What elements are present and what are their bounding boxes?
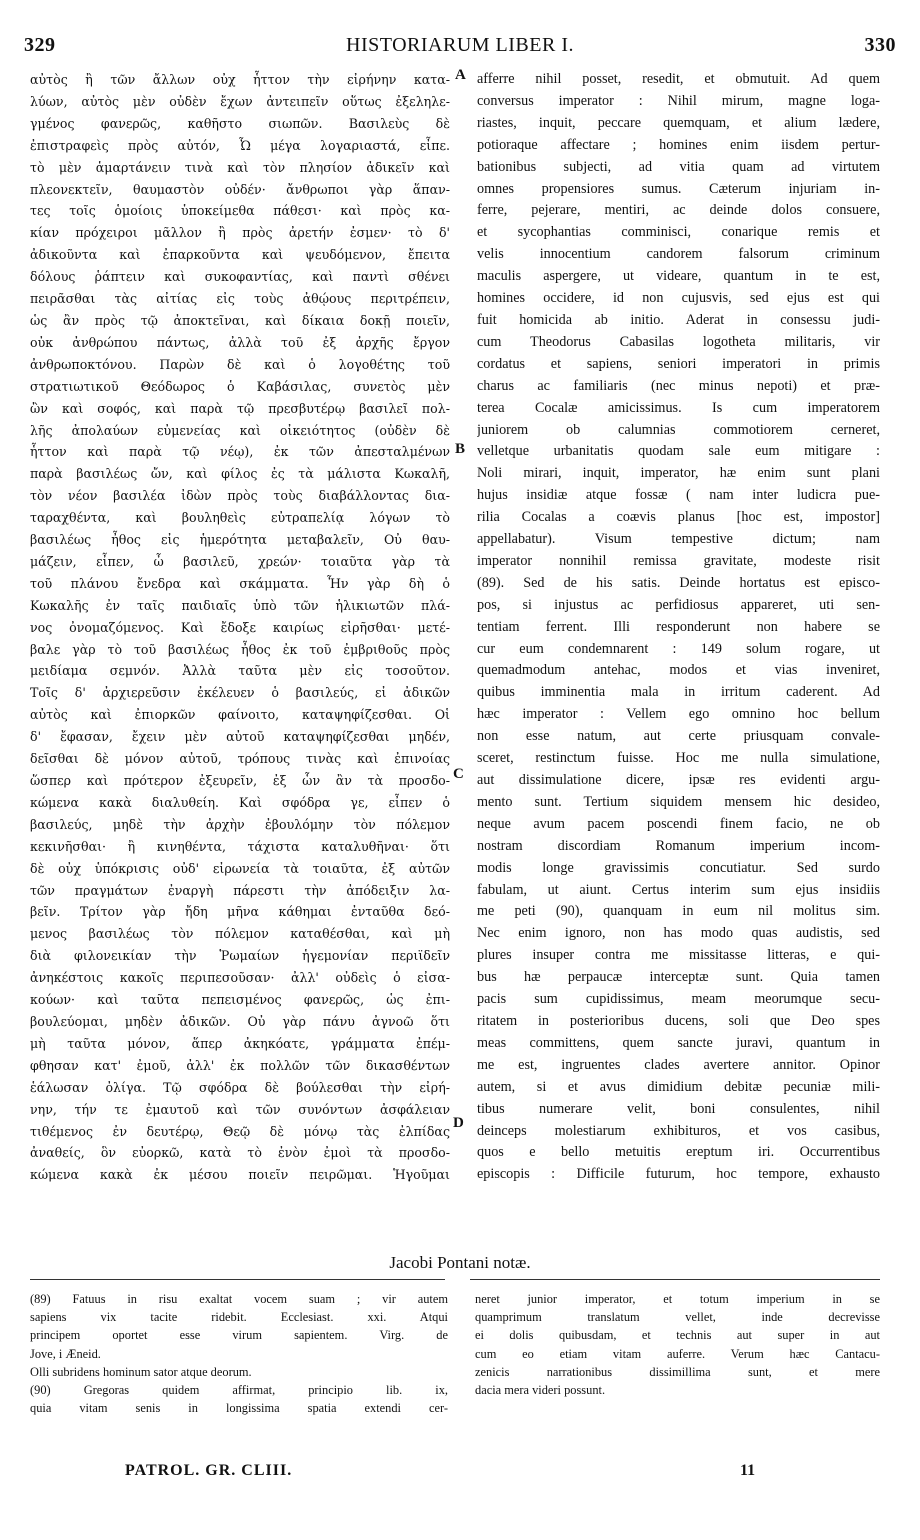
greek-text-line: βασιλέως ἦθος εἰς ἡμερότητα μεταβαλεῖν, Οὐ θαυ-: [30, 532, 450, 548]
greek-text-line: διὰ φιλονεικίαν τὴν Ῥωμαίων ἡγεμονίαν περιϊδεῖν: [30, 948, 450, 964]
latin-text-line: riastes, inquit, peccare quemquam, et alium lædere,: [477, 114, 880, 131]
greek-text-line: βουλεύομαι, μηδὲν ἀδικῶν. Οὐ γὰρ πάνυ ἀγνοῶ ὅτι: [30, 1013, 450, 1029]
latin-text-line: omnes propensiores sumus. Cæterum injuriam in-: [477, 180, 880, 197]
latin-text-line: afferre nihil posset, resedit, et obmutuit. Ad quem: [477, 71, 880, 87]
greek-text-line: νος ὀνομαζόμενος. Καὶ ἔδοξε καιρίως εἰρῆσθαι· μετέ-: [30, 619, 450, 635]
latin-text-line: hujus insidiæ atque fossæ ( nam inter ludicra pue-: [477, 487, 880, 504]
latin-text-line: potioraque affectare ; homines enim iisdem pertur-: [477, 136, 880, 153]
greek-text-line: ταραχθέντα, καὶ βουληθεὶς εὐτραπελίᾳ λόγων τὸ: [30, 510, 450, 526]
note-line: (90) Gregoras quidem affirmat, principio lib. ix,: [30, 1383, 448, 1398]
note-line: dacia mera videri possunt.: [475, 1383, 606, 1398]
latin-text-line: bationibus subjecti, ad vitia quam ad virtutem: [477, 158, 880, 175]
greek-text-line: ὢν καὶ σοφός, καὶ παρὰ τῷ πρεσβυτέρῳ βασιλεῖ πολ-: [30, 400, 450, 416]
latin-text-line: sceret, restinctum fuisse. Hoc me nulla simulatione,: [477, 750, 880, 767]
page-number-left: 329: [24, 34, 56, 56]
greek-column: [30, 69, 450, 1186]
greek-text-line: τὸν νέον βασιλέα ἰδὼν πρὸς τοὺς διαβάλλοντας δια-: [30, 488, 450, 504]
note-line: sapiens vix tacite ridebit. Ecclesiast. xxi. Atqui: [30, 1310, 448, 1325]
running-title: HISTORIARUM LIBER I.: [346, 34, 574, 56]
greek-text-line: ἀνηκέστοις κακοῖς περιπεσοῦσαν· ἀλλ' οὐδεὶς ὁ εἰσα-: [30, 970, 450, 986]
latin-text-line: cordatus et sapiens, seniori imperatori in primis: [477, 355, 880, 372]
greek-text-line: νην, τήν τε ἐμαυτοῦ καὶ τῶν συνόντων ἀσφάλειαν: [30, 1101, 450, 1117]
notes-rule-left: [30, 1279, 445, 1280]
notes-title: Jacobi Pontani notæ.: [389, 1253, 531, 1272]
note-line: zenicis narrationibus dissimillima sunt, et mere: [475, 1364, 880, 1379]
greek-text-line: βαλε γὰρ τὸ τοῦ βασιλέως ἦθος ἐκ τοῦ ἐμβριθοῦς πρὸς: [30, 641, 450, 657]
latin-text-line: velis innocentium candorem falsorum criminum: [477, 246, 880, 263]
greek-text-line: λύων, αὐτὸς μὲν οὐδὲν ἔχων ἀντειπεῖν οὕτως ἐξεληλε-: [30, 93, 450, 109]
note-line: ei dolis quibusdam, et technis aut super in aut: [475, 1328, 880, 1343]
note-line: cum eo etiam vitam auferre. Verum hæc Cantacu-: [475, 1346, 880, 1361]
greek-text-line: κώμενα κακὰ ἐκ μέσου ποιεῖν πειρῶμαι. Ἡγοῦμαι: [30, 1167, 450, 1183]
latin-text-line: plures insuper contra me missitasse litteras, e qui-: [477, 947, 880, 964]
notes-left-column: [30, 1290, 448, 1417]
greek-text-line: βασιλεύς, μηδὲ τὴν ἀρχὴν ἐβουλόμην τὸν πόλεμον: [30, 816, 450, 832]
greek-text-line: Τοῖς δ' ἀρχιερεῦσιν ἐκέλευεν ὁ βασιλεύς, εἰ ἀδικῶν: [30, 685, 450, 701]
latin-text-line: episcopis : Difficile futurum, hoc tempore, exhausto: [477, 1166, 880, 1183]
latin-text-line: (89). Sed de his satis. Deinde hortatus est episco-: [477, 574, 880, 591]
greek-text-line: τοῦ πλάνου ἔνεδρα καὶ σκάμματα. Ἦν γὰρ δὴ ὁ: [30, 575, 450, 591]
greek-text-line: κεκινῆσθαι· ἢ κινηθέντα, τάχιστα καταλυθῆναι· ὅτι: [30, 838, 450, 854]
greek-text-line: λῆς ἀπολαύων εὐμενείας καὶ οἰκειότητος (οὐδὲν δὲ: [30, 422, 450, 438]
latin-text-line: imperator nonnihil remissa gravitate, modeste risit: [477, 552, 880, 569]
note-line: Jove, i Æneid.: [30, 1346, 101, 1361]
margin-letter-a: A: [455, 67, 466, 83]
latin-text-line: Noli mirari, inquit, imperator, hæ enim sunt plani: [477, 465, 880, 482]
footer-sheet-number: 11: [740, 1462, 756, 1479]
latin-text-line: hæc imperator : Vellem ego omnino hoc bellum: [477, 706, 880, 723]
greek-text-line: οὐκ ἀνθρώπου πάντως, ἀλλὰ τοῦ ἐξ ἀρχῆς ἔργον: [30, 334, 450, 350]
notes-right-column: [475, 1290, 880, 1399]
latin-text-line: appellabatur). Visum tempestive dictum; nam: [477, 531, 880, 548]
latin-text-line: pos, si injustus ac perfidiosus appareret, uti sen-: [477, 596, 880, 613]
greek-text-line: ἐπιστραφεὶς πρὸς αὐτόν, Ὦ μέγα λογαριαστά, εἶπε.: [30, 137, 450, 153]
greek-text-line: ἀδικοῦντα καὶ ἐπαρκοῦντα καὶ ψευδόμενον, ἔπειτα: [30, 247, 450, 263]
margin-letter-b: B: [455, 441, 466, 457]
greek-text-line: κούων· καὶ ταῦτα πεπεισμένος φανερῶς, ὡς ἐπι-: [30, 992, 450, 1008]
latin-text-line: tibus numerare velit, boni consulentes, nihil: [477, 1100, 880, 1117]
greek-text-line: δεῖσθαι δὲ μόνον αὐτοῦ, τρόπους τινὰς καὶ ἐπινοίας: [30, 751, 450, 767]
margin-letter-c: C: [453, 766, 464, 782]
greek-text-line: μειδίαμα σεμνόν. Ἀλλὰ ταῦτα μὲν εἰς τοσοῦτον.: [30, 663, 450, 679]
greek-text-line: στρατιωτικοῦ Θεόδωρος ὁ Καβάσιλας, συνετὸς μὲν: [30, 378, 450, 394]
note-line: quamprimum translatum vellet, inde decrevisse: [475, 1310, 880, 1325]
greek-text-line: δὲ οὐχ ὑπόκρισις οὐδ' εἰρωνεία τὰ τοιαῦτα, ἐξ αὐτῶν: [30, 860, 450, 876]
latin-text-line: velletque urbanitatis quodam sale eum mitigare :: [477, 443, 880, 460]
latin-text-line: aut dissimulatione dicere, ipsæ res evidenti argu-: [477, 772, 880, 788]
greek-text-line: παρὰ βασιλέως ὤν, καὶ φίλος ἐς τὰ μάλιστα Κωκαλῆ,: [30, 466, 450, 482]
greek-text-line: μὴ ταῦτα μόνον, ἅπερ ἀκηκόατε, γράμματα ἐπέμ-: [30, 1035, 450, 1051]
latin-text-line: Nec enim ignoro, non has modo quas audistis, sed: [477, 925, 880, 942]
note-line: principem oportet esse virum sapientem. Virg. de: [30, 1328, 448, 1343]
latin-text-line: cum Theodorus Cabasilas logotheta militaris, vir: [477, 333, 880, 350]
latin-text-line: mento sunt. Tertium siquidem mensem hic desideo,: [477, 793, 880, 810]
greek-text-line: ὡς ἂν πρὸς τῷ ἀποκτεῖναι, καὶ δίκαια δοκῇ ποιεῖν,: [30, 312, 450, 328]
latin-text-line: quibus imminentia mala in irritum caderent. Ad: [477, 684, 880, 701]
greek-text-line: ἧττον καὶ παρὰ τῷ νέῳ), ἐκ τῶν ἀπεσταλμένων: [30, 444, 450, 460]
latin-text-line: tentiam ferrent. Illi responderunt non habere se: [477, 618, 880, 635]
margin-letter-d: D: [453, 1115, 464, 1131]
page-number-right: 330: [864, 34, 896, 56]
latin-text-line: meas committens, quem sancte juravi, quantum in: [477, 1034, 880, 1051]
latin-text-line: ritatem in posterioribus ducens, soli que Deo spes: [477, 1012, 880, 1029]
note-line: neret junior imperator, et totum imperium in se: [475, 1292, 880, 1306]
latin-text-line: neque avum pacem poscendi finem facio, ne ob: [477, 815, 880, 832]
greek-text-line: πειρᾶσθαι τὰς αἰτίας εἰς τοὺς ἀθῴους περιτρέπειν,: [30, 291, 450, 307]
latin-text-line: conversus imperator : Nihil mirum, magne loga-: [477, 92, 880, 109]
greek-text-line: βεῖν. Τρίτον γὰρ ἤδη μῆνα κάθημαι ἐνταῦθα δεό-: [30, 904, 450, 920]
latin-text-line: nostram discordiam Romanum imperium incom-: [477, 837, 880, 854]
latin-text-line: bus hæ perpaucæ interceptæ sunt. Quia tamen: [477, 969, 880, 986]
greek-text-line: αὐτὸς ἢ τῶν ἄλλων οὐχ ἧττον τὴν εἰρήνην κατα-: [30, 72, 450, 87]
latin-text-line: et sycophantias comminisci, conarique remis et: [477, 224, 880, 241]
latin-text-line: fabulam, ut aiunt. Certus interim sum ejus insidiis: [477, 881, 880, 898]
latin-text-line: rilia Cocalas a coævis planus [hoc est, impostor]: [477, 509, 880, 526]
greek-text-line: τῶν πραγμάτων ἐναργὴ πάρεστι τὴν ἀπόδειξιν λα-: [30, 882, 450, 898]
greek-text-line: κίαν πρόχειροι μᾶλλον ἢ πρὸς ἀρετήν ἐσμεν· τὸ δ': [30, 225, 450, 241]
latin-text-line: charus ac familiaris (nec minus nepoti) et præ-: [477, 377, 880, 394]
latin-text-line: quemadmodum antehac, modos et vias inveniret,: [477, 662, 880, 679]
latin-text-line: cur eum condemnarent : 149 solum rogare, ut: [477, 640, 880, 657]
running-header: [24, 34, 896, 60]
greek-text-line: ὥσπερ καὶ πρότερον ἐξευρεῖν, ἐξ ὧν ἂν τὰ προσδο-: [30, 773, 450, 788]
latin-column: [477, 69, 880, 1186]
greek-text-line: τὸ μὲν ἁμαρτάνειν τινὰ καὶ τὸν πλησίον ἀδικεῖν καὶ: [30, 159, 450, 175]
greek-text-line: αὐτὸς καὶ ἐπιορκῶν φαίνοιτο, καταψηφίζεσθαι. Οἱ: [30, 707, 450, 723]
greek-text-line: ἑάλωσαν ὀλίγα. Τῷ σφόδρα δὲ βούλεσθαι τὴν εἰρή-: [30, 1079, 450, 1095]
note-line: quia vitam senis in longissima spatia extendi cer-: [30, 1401, 448, 1416]
note-line: (89) Fatuus in risu exaltat vocem suam ; vir autem: [30, 1292, 448, 1306]
latin-text-line: deinceps molestiarum exhibituros, et vos casibus,: [477, 1122, 880, 1139]
latin-text-line: fuit homicida ab initio. Aderat in consessu judi-: [477, 311, 880, 328]
greek-text-line: δ' ἔφασαν, ἔχειν μὲν αὐτοῦ καταψηφίζεσθαι μηδέν,: [30, 729, 450, 745]
latin-text-line: homines occidere, id non cujusvis, sed ejus est qui: [477, 290, 880, 307]
greek-text-line: φθησαν κατ' ἐμοῦ, ἀλλ' ἐκ πολλῶν τῶν δικασθέντων: [30, 1057, 450, 1073]
greek-text-line: ἀνθρωποκτόνου. Παρὼν δὲ καὶ ὁ λογοθέτης τοῦ: [30, 356, 450, 372]
latin-text-line: me est, ingruentes clades avertere annitor. Opinor: [477, 1056, 880, 1073]
latin-text-line: quos e bello metuitis ereptum iri. Occurrentibus: [477, 1144, 880, 1161]
greek-text-line: τες τοῖς ὁμοίοις ὑποκείμεθα πάθεσι· καὶ πρὸς κα-: [30, 203, 450, 219]
greek-text-line: δόλους ῥάπτειν καὶ συκοφαντίας, καὶ παντὶ σθένει: [30, 269, 450, 285]
greek-text-line: ἀναθείς, ὃν εὐορκῶ, κατὰ τὸ ἐνὸν ἐμοὶ τὰ προσδο-: [30, 1145, 450, 1161]
greek-text-line: μενος βασιλέως τὸν πόλεμον καταθέσθαι, καὶ μὴ: [30, 926, 450, 942]
greek-text-line: κώμενα κακὰ διαλυθείη. Καὶ σφόδρα γε, εἶπεν ὁ: [30, 794, 450, 810]
greek-text-line: τιθέμενος ἐν δευτέρῳ, Θεῷ δὲ μόνῳ τὰς ἐλπίδας: [30, 1123, 450, 1139]
latin-text-line: juniorem ob calumnias commotiorem cerneret,: [477, 421, 880, 438]
latin-text-line: non esse natum, aut certe priusquam convale-: [477, 728, 880, 745]
footer-signature: PATROL. GR. CLIII.: [125, 1462, 293, 1479]
latin-text-line: me peti (90), quanquam in eum nil molitus sim.: [477, 903, 880, 920]
notes-rule-right: [470, 1279, 880, 1280]
greek-text-line: Κωκαλῆς ἐν ταῖς παιδιαῖς ὑπὸ τῶν ἡλικιωτῶν πλά-: [30, 597, 450, 613]
greek-text-line: πλεονεκτεῖν, θαυμαστὸν οὐδέν· ἄνθρωποι γὰρ ἅπαν-: [30, 181, 450, 197]
note-line: Olli subridens hominum sator atque deorum.: [30, 1364, 252, 1379]
latin-text-line: maculis aspergere, ut videare, quantum in te est,: [477, 268, 880, 285]
greek-text-line: μάζειν, εἶπεν, ὦ βασιλεῦ, χρεών· τοιαῦτα γὰρ τὰ: [30, 553, 450, 569]
latin-text-line: pacis sum cupidissimus, meam meorumque secu-: [477, 991, 880, 1008]
greek-text-line: γμένος φανερῶς, καθῆστο σιωπῶν. Βασιλεὺς δὲ: [30, 115, 450, 131]
latin-text-line: autem, si et avus dimidium debitæ pecuniæ mili-: [477, 1078, 880, 1095]
latin-text-line: modis longe gravissimis concutiatur. Sed surdo: [477, 859, 880, 876]
latin-text-line: ferre, pejerare, mentiri, ac deinde dolos consuere,: [477, 202, 880, 219]
latin-text-line: terea Cocalæ amicissimus. Is cum imperatorem: [477, 399, 880, 416]
